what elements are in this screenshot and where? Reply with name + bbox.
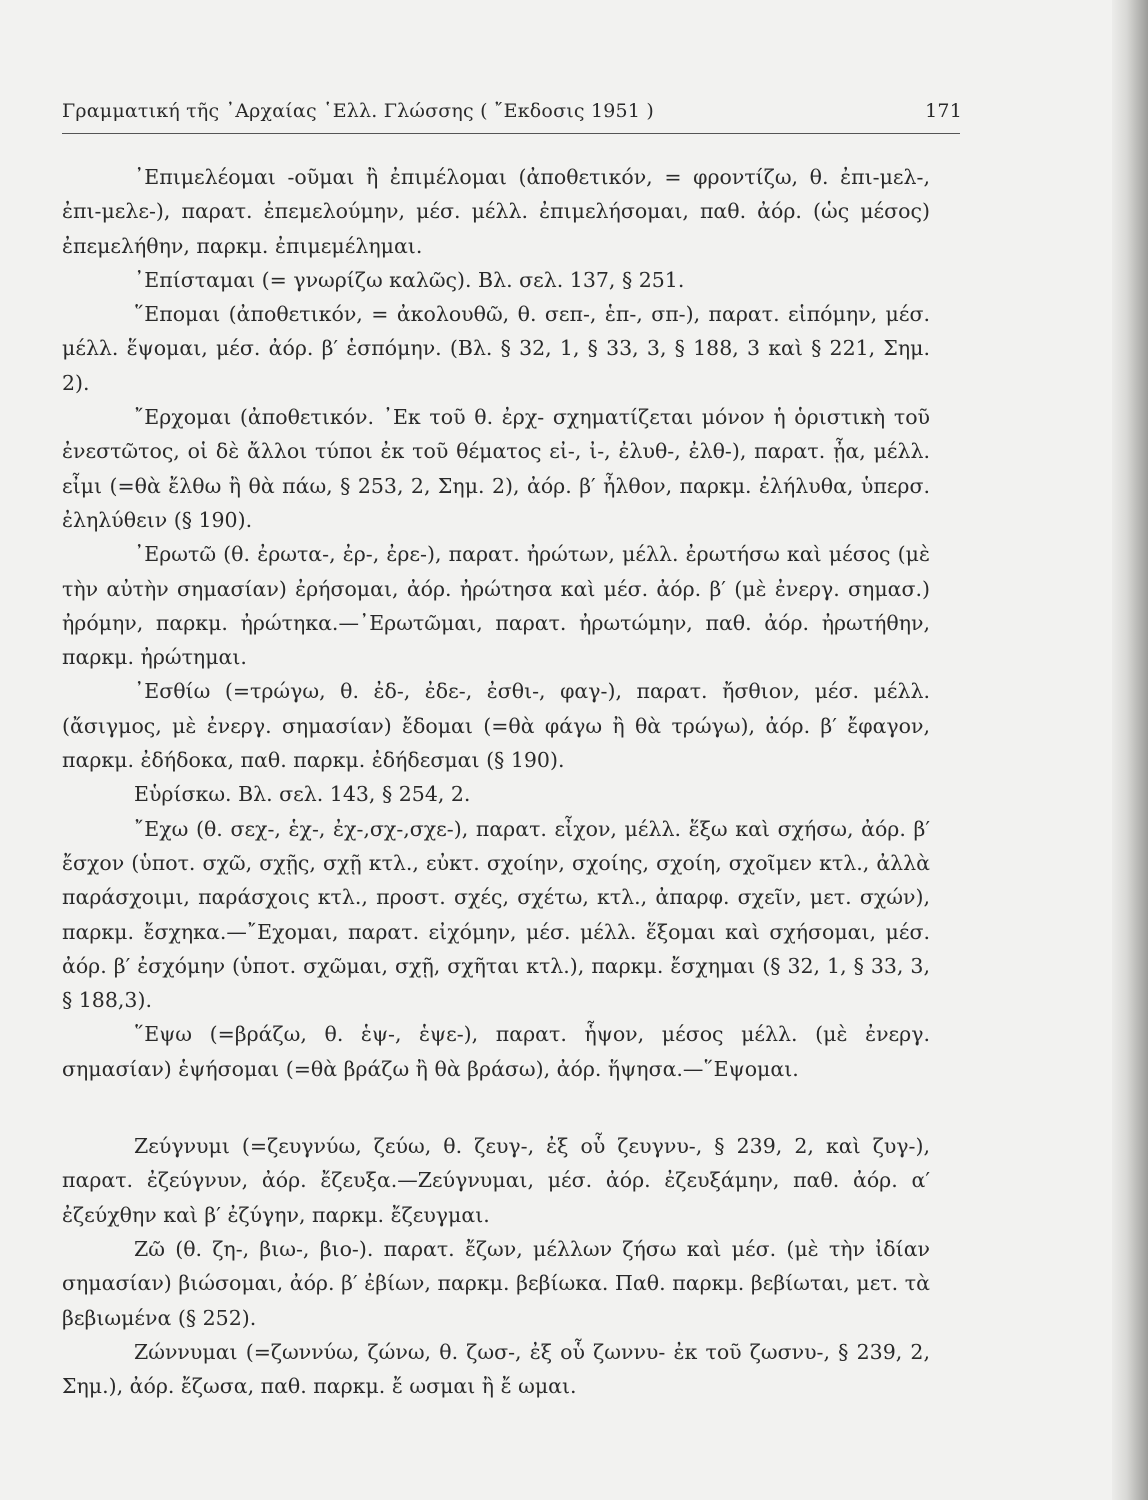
header-rule (62, 133, 960, 134)
entry-hepso: ῞Εψω (=βράζω, θ. ἑψ-, ἑψε-), παρατ. ἧψον, μέσος μέλλ. (μὲ ἐνεργ. σημασίαν) ἑψήσομαι (=θὰ βράζω ἢ θὰ βράσω), ἀόρ. ἥψησα.—῞Εψομαι. (62, 1022, 930, 1081)
entry-eroto: ᾽Ερωτῶ (θ. ἐρωτα-, ἐρ-, ἐρε-), παρατ. ἠρώτων, μέλλ. ἐρωτήσω καὶ μέσος (μὲ τὴν αὐτὴν σημασίαν) ἐρήσομαι, ἀόρ. ἠρώτησα καὶ μέσ. ἀόρ. β′ (μὲ ἐνεργ. σημασ.) ἠρόμην, παρκμ. ἠρώτηκα.—᾽Ερωτῶμαι, παρατ. ἠρωτώμην, παθ. ἀόρ. ἠρωτήθην, παρκμ. ἠρώτημαι. (62, 542, 930, 670)
entry-esthio: ᾽Εσθίω (=τρώγω, θ. ἐδ-, ἐδε-, ἐσθι-, φαγ-), παρατ. ἤσθιον, μέσ. μέλλ. (ἄσιγμος, μὲ ἐνεργ. σημασίαν) ἔδομαι (=θὰ φάγω ἢ θὰ τρώγω), ἀόρ. β′ ἔφαγον, παρκμ. ἐδήδοκα, παθ. παρκμ. ἐδήδεσμαι (§ 190). (62, 679, 930, 773)
entry-zonnymai: Ζώννυμαι (=ζωννύω, ζώνω, θ. ζωσ-, ἐξ οὗ ζωννυ- ἐκ τοῦ ζωσνυ-, § 239, 2, Σημ.), ἀόρ. ἔζωσα, παθ. παρκμ. ἔ ωσμαι ἢ ἔ ωμαι. (62, 1339, 930, 1399)
running-header (62, 100, 962, 122)
entry-epimeleomai: ᾽Επιμελέομαι -οῦμαι ἢ ἐπιμέλομαι (ἀποθετικόν, = φροντίζω, θ. ἐπι-μελ-, ἐπι-μελε-), παρατ. ἐπεμελούμην, μέσ. μέλλ. ἐπιμελήσομαι, παθ. ἀόρ. (ὡς μέσος) ἐπεμελήθην, παρκμ. ἐπιμεμέλημαι. (62, 165, 930, 258)
entry-zo: Ζῶ (θ. ζη-, βιω-, βιο-). παρατ. ἔζων, μέλλων ζήσω καὶ μέσ. (μὲ τὴν ἰδίαν σημασίαν) βιώσομαι, ἀόρ. β′ ἐβίων, παρκμ. βεβίωκα. Παθ. παρκμ. βεβίωται, μετ. τὰ βεβιωμένα (§ 252). (62, 1236, 930, 1330)
entry-epistamai: ᾽Επίσταμαι (= γνωρίζω καλῶς). Βλ. σελ. 137, § 251. (134, 267, 685, 292)
running-title: Γραμματική τῆς ᾽Αρχαίας ῾Ελλ. Γλώσσης ( ῎Εκδοσις 1951 ) (62, 100, 654, 122)
entry-zeugnymi: Ζεύγνυμι (=ζευγνύω, ζεύω, θ. ζευγ-, ἐξ οὗ ζευγνυ-, § 239, 2, καὶ ζυγ-), παρατ. ἐζεύγνυν, ἀόρ. ἔζευξα.—Ζεύγνυμαι, μέσ. ἀόρ. ἐζευξάμην, παθ. ἀόρ. α′ ἐζεύχθην καὶ β′ ἐζύγην, παρκμ. ἔζευγμαι. (62, 1134, 930, 1227)
entry-erchomai: ῎Ερχομαι (ἀποθετικόν. ᾽Εκ τοῦ θ. ἐρχ- σχηματίζεται μόνον ἡ ὁριστικὴ τοῦ ἐνεστῶτος, οἱ δὲ ἄλλοι τύποι ἐκ τοῦ θέματος εἰ-, ἰ-, ἐλυθ-, ἐλθ-), παρατ. ᾖα, μέλλ. εἶμι (=θὰ ἔλθω ἢ θὰ πάω, § 253, 2, Σημ. 2), ἀόρ. β′ ἦλθον, παρκμ. ἐλήλυθα, ὑπερσ. ἐληλύθειν (§ 190). (62, 405, 930, 532)
entry-heurisko: Εὑρίσκω. Βλ. σελ. 143, § 254, 2. (134, 782, 471, 807)
entry-echo: ῎Εχω (θ. σεχ-, ἑχ-, ἐχ-,σχ-,σχε-), παρατ. εἶχον, μέλλ. ἕξω καὶ σχήσω, ἀόρ. β′ ἔσχον (ὑποτ. σχῶ, σχῇς, σχῇ κτλ., εὐκτ. σχοίην, σχοίης, σχοίη, σχοῖμεν κτλ., ἀλλὰ παράσχοιμι, παράσχοις κτλ., προστ. σχές, σχέτω, κτλ., ἀπαρφ. σχεῖν, μετ. σχών), παρκμ. ἔσχηκα.—῎Εχομαι, παρατ. εἰχόμην, μέσ. μέλλ. ἕξομαι καὶ σχήσομαι, μέσ. ἀόρ. β′ ἐσχόμην (ὑποτ. σχῶμαι, σχῇ, σχῆται κτλ.), παρκμ. ἔσχημαι (§ 32, 1, § 33, 3, § 188,3). (62, 816, 930, 1013)
page-edge-shadow (1112, 0, 1148, 1500)
dictionary-body (62, 160, 930, 1403)
entry-hepomai: ῞Επομαι (ἀποθετικόν, = ἀκολουθῶ, θ. σεπ-, ἑπ-, σπ-), παρατ. εἱπόμην, μέσ. μέλλ. ἕψομαι, μέσ. ἀόρ. β′ ἑσπόμην. (Βλ. § 32, 1, § 33, 3, § 188, 3 καὶ § 221, Σημ. 2). (62, 302, 930, 395)
page-number: 171 (925, 100, 962, 122)
